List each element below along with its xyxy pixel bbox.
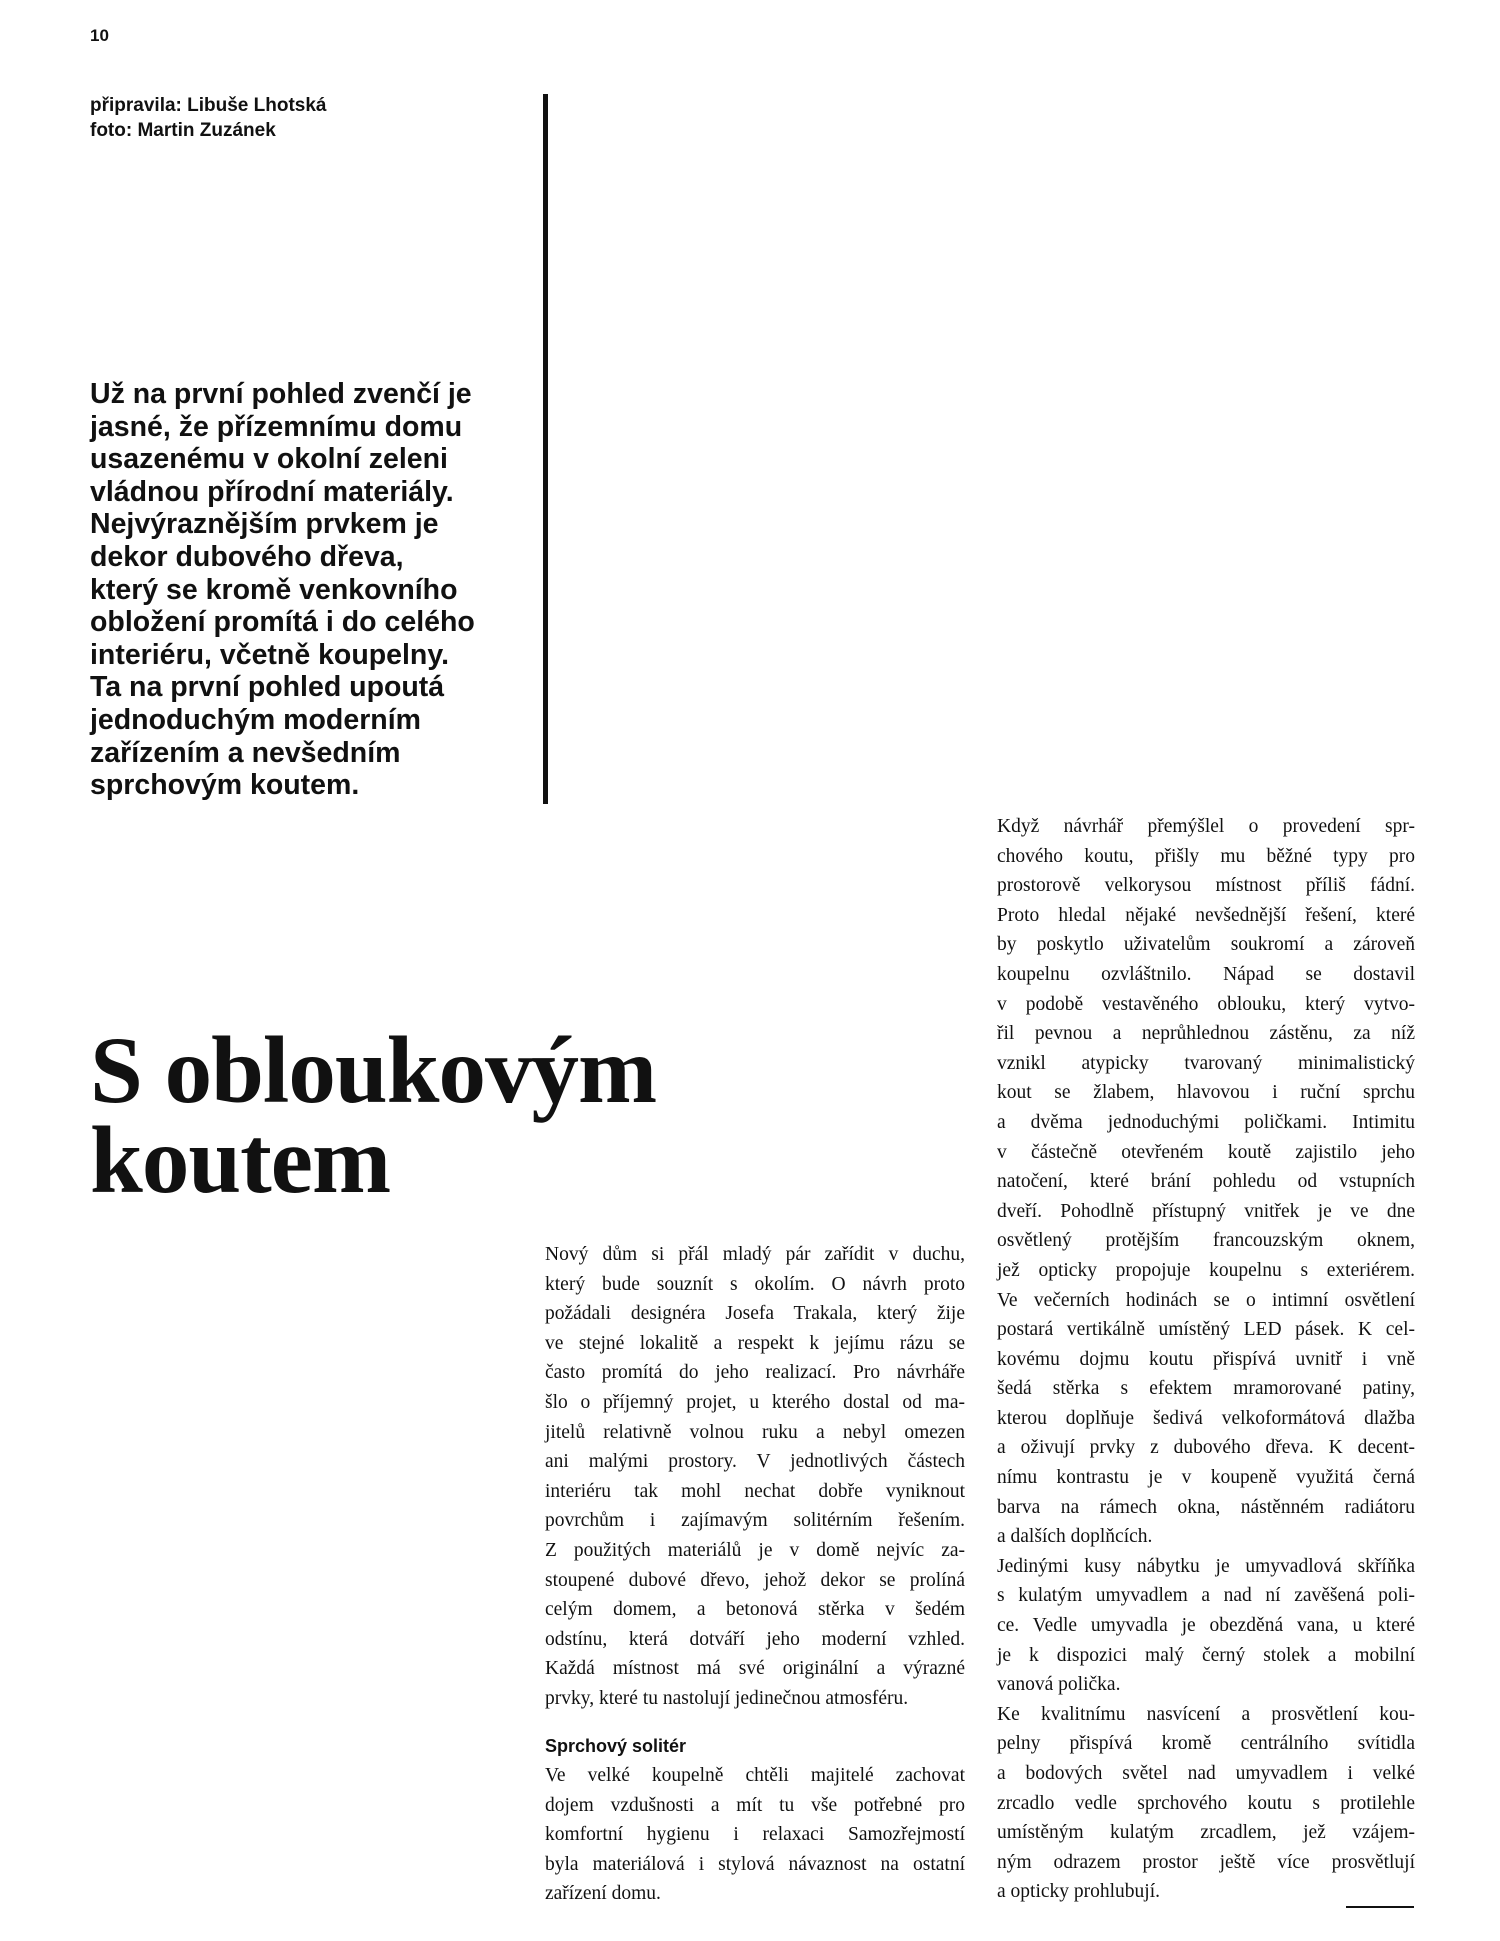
credit-photo: foto: Martin Zuzánek <box>90 120 276 141</box>
body-paragraph <box>997 1552 1415 1700</box>
text-line: Ke kvalitnímu nasvícení a prosvětlení kou- <box>997 1703 1415 1725</box>
credit-author: připravila: Libuše Lhotská <box>90 95 327 116</box>
text-line: a opticky prohlubují. <box>997 1881 1161 1903</box>
text-line: který bude souznít s okolím. O návrh proto <box>545 1273 965 1295</box>
lead-line: dekor dubového dřeva, <box>90 540 404 573</box>
text-line: interiéru tak mohl nechat dobře vyniknout <box>545 1480 965 1502</box>
text-line: kout se žlabem, hlavovou i ruční sprchu <box>997 1082 1415 1104</box>
text-line: prvky, které tu nastolují jedinečnou atmosféru. <box>545 1687 909 1709</box>
lead-line: vládnou přírodní materiály. <box>90 475 454 508</box>
lead-line: sprchovým koutem. <box>90 769 360 802</box>
text-line: barva na rámech okna, nástěnném radiátoru <box>997 1496 1415 1518</box>
text-line: dveří. Pohodlně přístupný vnitřek je ve dne <box>997 1200 1415 1222</box>
text-line: ani malými prostory. V jednotlivých částech <box>545 1451 965 1473</box>
text-line: Ve velké koupelně chtěli majitelé zachovat <box>545 1765 965 1787</box>
text-line: Jedinými kusy nábytku je umyvadlová skříňka <box>997 1555 1415 1577</box>
text-line: postará vertikálně umístěný LED pásek. K cel- <box>997 1319 1415 1341</box>
text-line: jitelů relativně volnou ruku a nebyl omezen <box>545 1421 965 1443</box>
text-line: povrchům i zajímavým solitérním řešením. <box>545 1510 965 1532</box>
subheading: Sprchový solitér <box>545 1735 687 1756</box>
text-line: prostorově velkorysou místnost příliš fádní. <box>997 875 1415 897</box>
lead-line: jasné, že přízemnímu domu <box>90 410 463 443</box>
article-headline <box>90 1017 657 1213</box>
text-line: Proto hledal nějaké nevšednější řešení, které <box>997 904 1415 926</box>
lead-line: Nejvýraznějším prvkem je <box>90 508 439 541</box>
text-line: natočení, které brání pohledu od vstupních <box>997 1171 1415 1193</box>
text-line: byla materiálová i stylová návaznost na ostatní <box>545 1853 965 1875</box>
lead-paragraph <box>90 378 545 802</box>
text-line: osvětlený protějším francouzským oknem, <box>997 1230 1415 1252</box>
text-line: nímu kontrastu je v koupeně využitá černá <box>997 1467 1415 1489</box>
text-line: koupelnu ozvláštnilo. Nápad se dostavil <box>997 963 1415 985</box>
text-line: odstínu, která dotváří jeho moderní vzhled. <box>545 1628 965 1650</box>
text-line: a bodových světel nad umyvadlem i velké <box>997 1763 1415 1784</box>
text-line: dojem vzdušnosti a mít tu vše potřebné pro <box>545 1794 965 1816</box>
text-line: kterou doplňuje šedivá velkoformátová dlažba <box>997 1407 1415 1429</box>
text-line: vznikl atypicky tvarovaný minimalistický <box>997 1052 1415 1074</box>
lead-line: který se kromě venkovního <box>90 573 458 606</box>
text-line: v částečně otevřeném koutě zajistilo jeho <box>997 1141 1415 1163</box>
text-line: Z použitých materiálů je v domě nejvíc za- <box>545 1539 965 1561</box>
headline-line: koutem <box>90 1107 391 1213</box>
lead-line: jednoduchým moderním <box>90 703 421 736</box>
text-line: chového koutu, přišly mu běžné typy pro <box>997 845 1415 867</box>
text-line: s kulatým umyvadlem a nad ní zavěšená poli- <box>997 1585 1415 1607</box>
lead-line: zařízením a nevšedním <box>90 736 401 769</box>
text-line: Ve večerních hodinách se o intimní osvětlení <box>997 1289 1415 1311</box>
text-line: zrcadlo vedle sprchového koutu s protilehle <box>997 1792 1415 1814</box>
text-line: jež opticky propojuje koupelnu s exteriérem. <box>997 1259 1415 1281</box>
text-line: šedá stěrka s efektem mramorované patiny, <box>997 1378 1415 1400</box>
text-line: v podobě vestavěného oblouku, který vytvo- <box>997 993 1415 1015</box>
text-line: požádali designéra Josefa Trakala, který žije <box>545 1303 965 1325</box>
lead-line: Už na první pohled zvenčí je <box>90 378 472 410</box>
text-line: pelny přispívá kromě centrálního svítidla <box>997 1733 1415 1755</box>
text-line: by poskytlo uživatelům soukromí a zároveň <box>997 934 1415 956</box>
text-line: Když návrhář přemýšlel o provedení spr- <box>997 816 1415 837</box>
text-line: vanová polička. <box>997 1674 1121 1696</box>
text-line: ným odrazem prostor ještě více prosvětlují <box>997 1851 1415 1873</box>
body-paragraph <box>997 1700 1415 1907</box>
body-paragraph <box>997 812 1415 1552</box>
text-line: stoupené dubové dřevo, jehož dekor se prolíná <box>545 1569 965 1591</box>
text-line: a dvěma jednoduchými poličkami. Intimitu <box>997 1111 1415 1133</box>
lead-line: interiéru, včetně koupelny. <box>90 638 449 671</box>
body-paragraph <box>545 1761 965 1909</box>
headline-line: S obloukovým <box>90 1017 657 1123</box>
text-line: zařízení domu. <box>545 1883 661 1905</box>
text-line: ve stejné lokalitě a respekt k jejímu rázu se <box>545 1332 965 1354</box>
text-line: celým domem, a betonová stěrka v šedém <box>545 1599 965 1621</box>
text-line: je k dispozici malý černý stolek a mobilní <box>997 1644 1415 1666</box>
text-line: a oživují prvky z dubového dřeva. K decent- <box>997 1437 1415 1459</box>
text-line: Nový dům si přál mladý pár zařídit v duchu, <box>545 1244 965 1265</box>
lead-line: obložení promítá i do celého <box>90 606 475 639</box>
page-number: 10 <box>90 26 109 45</box>
text-line: ce. Vedle umyvadla je obezděná vana, u které <box>997 1615 1415 1637</box>
body-paragraph <box>545 1240 965 1714</box>
end-of-article-rule <box>1346 1906 1414 1908</box>
text-line: řil pevnou a neprůhlednou zástěnu, za níž <box>997 1023 1415 1045</box>
lead-line: usazenému v okolní zeleni <box>90 443 448 476</box>
text-line: a dalších doplňcích. <box>997 1526 1153 1548</box>
text-line: šlo o příjemný projet, u kterého dostal od ma- <box>545 1391 965 1413</box>
body-column-middle <box>545 1240 965 1909</box>
lead-line: Ta na první pohled upoutá <box>90 671 445 704</box>
body-column-right <box>997 812 1415 1907</box>
text-line: komfortní hygienu i relaxaci Samozřejmostí <box>545 1824 965 1846</box>
text-line: umístěným kulatým zrcadlem, jež vzájem- <box>997 1822 1415 1844</box>
credits <box>90 93 327 143</box>
text-line: Každá místnost má své originální a výrazné <box>545 1658 965 1680</box>
text-line: kovému dojmu koutu přispívá uvnitř i vně <box>997 1348 1415 1370</box>
text-line: často promítá do jeho realizací. Pro návrháře <box>545 1362 965 1384</box>
